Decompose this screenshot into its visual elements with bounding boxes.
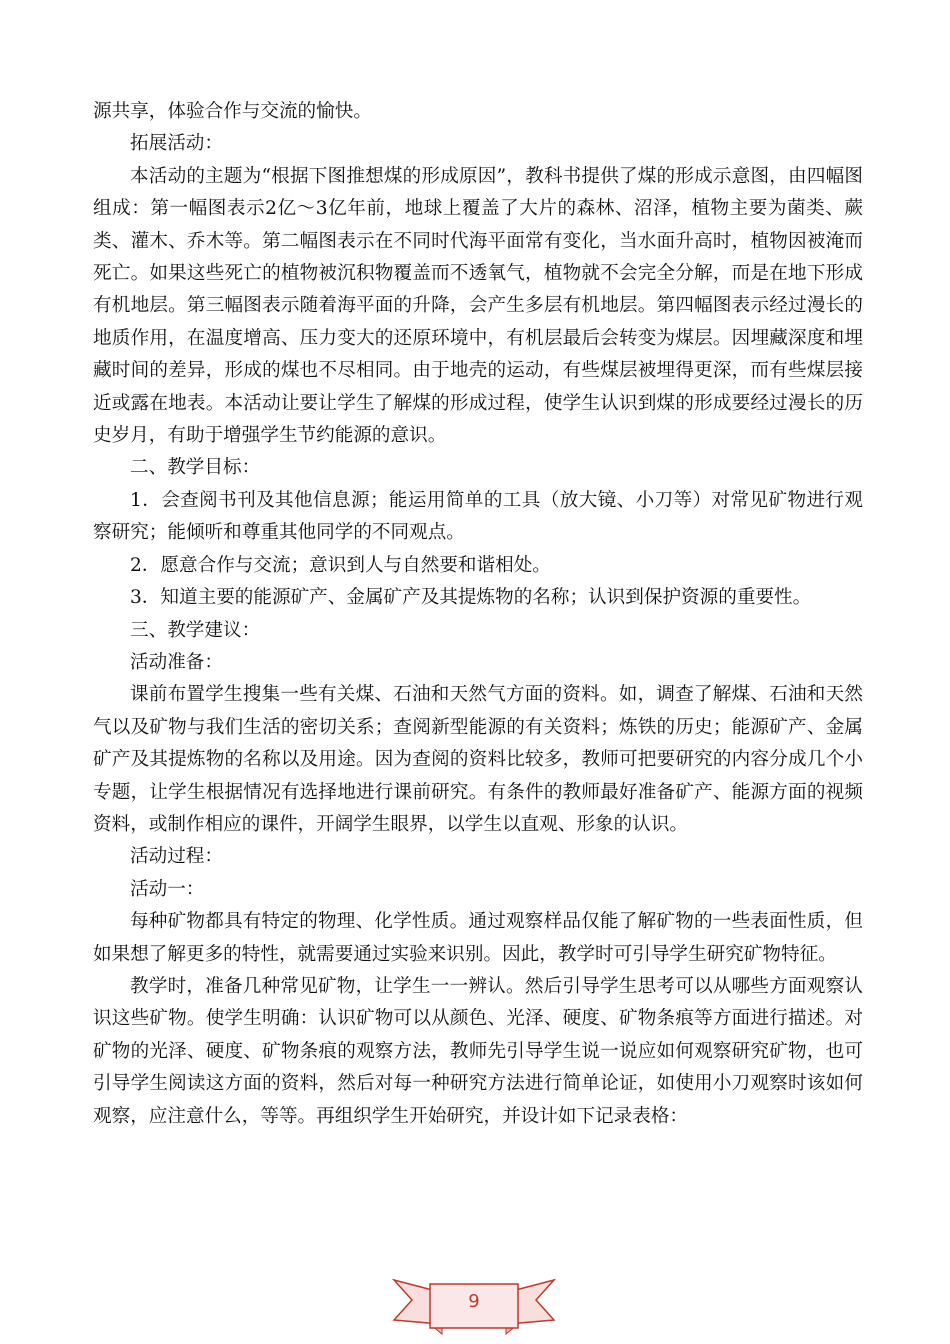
heading-extension-activity: 拓展活动： (130, 133, 223, 155)
heading-activity-one: 活动一： (130, 878, 205, 900)
page-number: 9 (468, 1291, 480, 1312)
heading-teaching-goals: 二、教学目标： (130, 457, 261, 479)
paragraph-preparation: 课前布置学生搜集一些有关煤、石油和天然气方面的资料。如，调查了解煤、石油和天然气以及矿物与我们生活的密切关系；查阅新型能源的有关资料；炼铁的历史；能源矿产、金属矿产及其提炼物的名称以及用途。因为查阅的资料比较多，教师可把要研究的内容分成几个小专题，让学生根据情况有选择地进行课前研究。有条件的教师最好准备矿产、能源方面的视频资料，或制作相应的课件，开阔学生眼界，以学生以直观、形象的认识。 (93, 684, 863, 835)
heading-activity-preparation: 活动准备： (130, 651, 223, 673)
goal-item-1: 1．会查阅书刊及其他信息源；能运用简单的工具（放大镜、小刀等）对常见矿物进行观察研究；能倾听和尊重其他同学的不同观点。 (93, 489, 863, 544)
paragraph-1: 源共享，体验合作与交流的愉快。 (93, 101, 372, 122)
document-body (93, 96, 863, 1133)
heading-activity-process: 活动过程： (130, 846, 223, 868)
paragraph-teaching-method: 教学时，准备几种常见矿物，让学生一一辨认。然后引导学生思考可以从哪些方面观察认识这些矿物。使学生明确：认识矿物可以从颜色、光泽、硬度、矿物条痕等方面进行描述。对矿物的光泽、硬度、矿物条痕的观察方法，教师先引导学生说一说应如何观察研究矿物，也可引导学生阅读这方面的资料，然后对每一种研究方法进行简单论证，如使用小刀观察时该如何观察，应注意什么，等等。再组织学生开始研究，并设计如下记录表格： (93, 975, 863, 1127)
goal-item-2: 2．愿意合作与交流；意识到人与自然要和谐相处。 (130, 554, 551, 576)
page-number-ribbon (390, 1262, 558, 1342)
paragraph-mineral-properties: 每种矿物都具有特定的物理、化学性质。通过观察样品仅能了解矿物的一些表面性质，但如果想了解更多的特性，就需要通过实验来识别。因此，教学时可引导学生研究矿物特征。 (93, 911, 863, 965)
goal-item-3: 3．知道主要的能源矿产、金属矿产及其提炼物的名称；认识到保护资源的重要性。 (130, 587, 812, 609)
heading-teaching-suggestions: 三、教学建议： (130, 619, 261, 641)
paragraph-coal-formation: 本活动的主题为“根据下图推想煤的形成原因”，教科书提供了煤的形成示意图，由四幅图组成：第一幅图表示2亿～3亿年前，地球上覆盖了大片的森林、沼泽，植物主要为菌类、蕨类、灌木、乔木等。第二幅图表示在不同时代海平面常有变化，当水面升高时，植物因被淹而死亡。如果这些死亡的植物被沉积物覆盖而不透氧气，植物就不会完全分解，而是在地下形成有机地层。第三幅图表示随着海平面的升降，会产生多层有机地层。第四幅图表示经过漫长的地质作用，在温度增高、压力变大的还原环境中，有机层最后会转变为煤层。因埋藏深度和埋藏时间的差异，形成的煤也不尽相同。由于地壳的运动，有些煤层被埋得更深，而有些煤层接近或露在地表。本活动让要让学生了解煤的形成过程，使学生认识到煤的形成要经过漫长的历史岁月，有助于增强学生节约能源的意识。 (93, 165, 863, 447)
